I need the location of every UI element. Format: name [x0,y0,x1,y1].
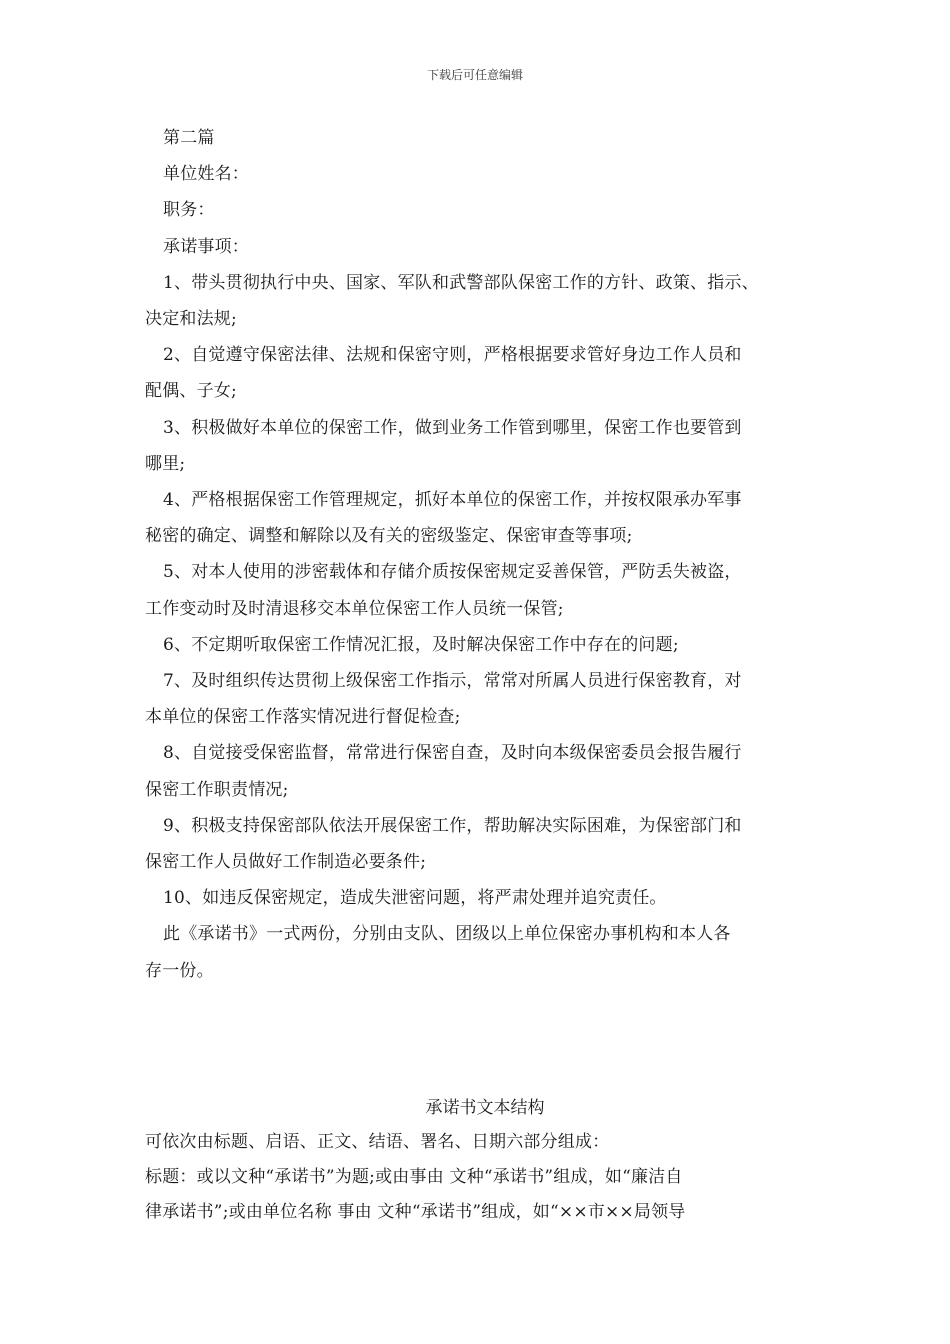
closing-line1: 此《承诺书》一式两份，分别由支队、团级以上单位保密办事机构和本人各 [163,924,731,945]
section-heading: 第二篇 [163,128,215,148]
item-7-line1: 7、及时组织传达贯彻上级保密工作指示，常常对所属人员进行保密教育，对 [163,671,742,692]
closing-line2: 存一份。 [145,960,214,981]
items-label: 承诺事项： [163,236,249,257]
item-10-line1: 10、如违反保密规定，造成失泄密问题，将严肃处理并追究责任。 [163,888,667,909]
item-8-line1: 8、自觉接受保密监督，常常进行保密自查，及时向本级保密委员会报告履行 [163,743,742,764]
item-5-line1: 5、对本人使用的涉密载体和存储介质按保密规定妥善保管，严防丢失被盗， [163,562,742,583]
structure-body [145,1125,825,1230]
item-8-line2: 保密工作职责情况; [145,779,289,800]
item-9-line1: 9、积极支持保密部队依法开展保密工作，帮助解决实际困难，为保密部门和 [163,815,742,836]
duty-label: 职务： [163,200,215,221]
item-3-line1: 3、积极做好本单位的保密工作，做到业务工作管到哪里，保密工作也要管到 [163,417,742,438]
item-5-line2: 工作变动时及时清退移交本单位保密工作人员统一保管; [145,598,564,619]
item-1-line1: 1、带头贯彻执行中央、国家、军队和武警部队保密工作的方针、政策、指示、 [163,272,759,293]
structure-paragraph-1: 可依次由标题、启语、正文、结语、署名、日期六部分组成： [145,1132,610,1152]
item-1-line2: 决定和法规; [145,309,237,330]
item-2-line1: 2、自觉遵守保密法律、法规和保密守则，严格根据要求管好身边工作人员和 [163,345,742,366]
page-header-note: 下载后可任意编辑 [426,68,523,82]
item-2-line2: 配偶、子女; [145,381,237,402]
item-4-line2: 秘密的确定、调整和解除以及有关的密级鉴定、保密审查等事项; [145,526,633,547]
item-3-line2: 哪里; [145,453,186,474]
structure-paragraph-2-line2: 律承诺书”;或由单位名称 事由 文种“承诺书”组成，如“××市××局领导 [145,1202,686,1222]
document-body [145,120,825,989]
name-label: 单位姓名： [163,164,249,185]
item-9-line2: 保密工作人员做好工作制造必要条件; [145,852,427,873]
item-7-line2: 本单位的保密工作落实情况进行督促检查; [145,707,461,728]
item-4-line1: 4、严格根据保密工作管理规定，抓好本单位的保密工作，并按权限承办军事 [163,490,742,511]
item-6-line1: 6、不定期听取保密工作情况汇报，及时解决保密工作中存在的问题; [163,634,679,655]
structure-paragraph-2-line1: 标题：或以文种“承诺书”为题;或由事由 文种“承诺书”组成，如“廉洁自 [145,1167,683,1187]
structure-title: 承诺书文本结构 [425,1098,545,1118]
